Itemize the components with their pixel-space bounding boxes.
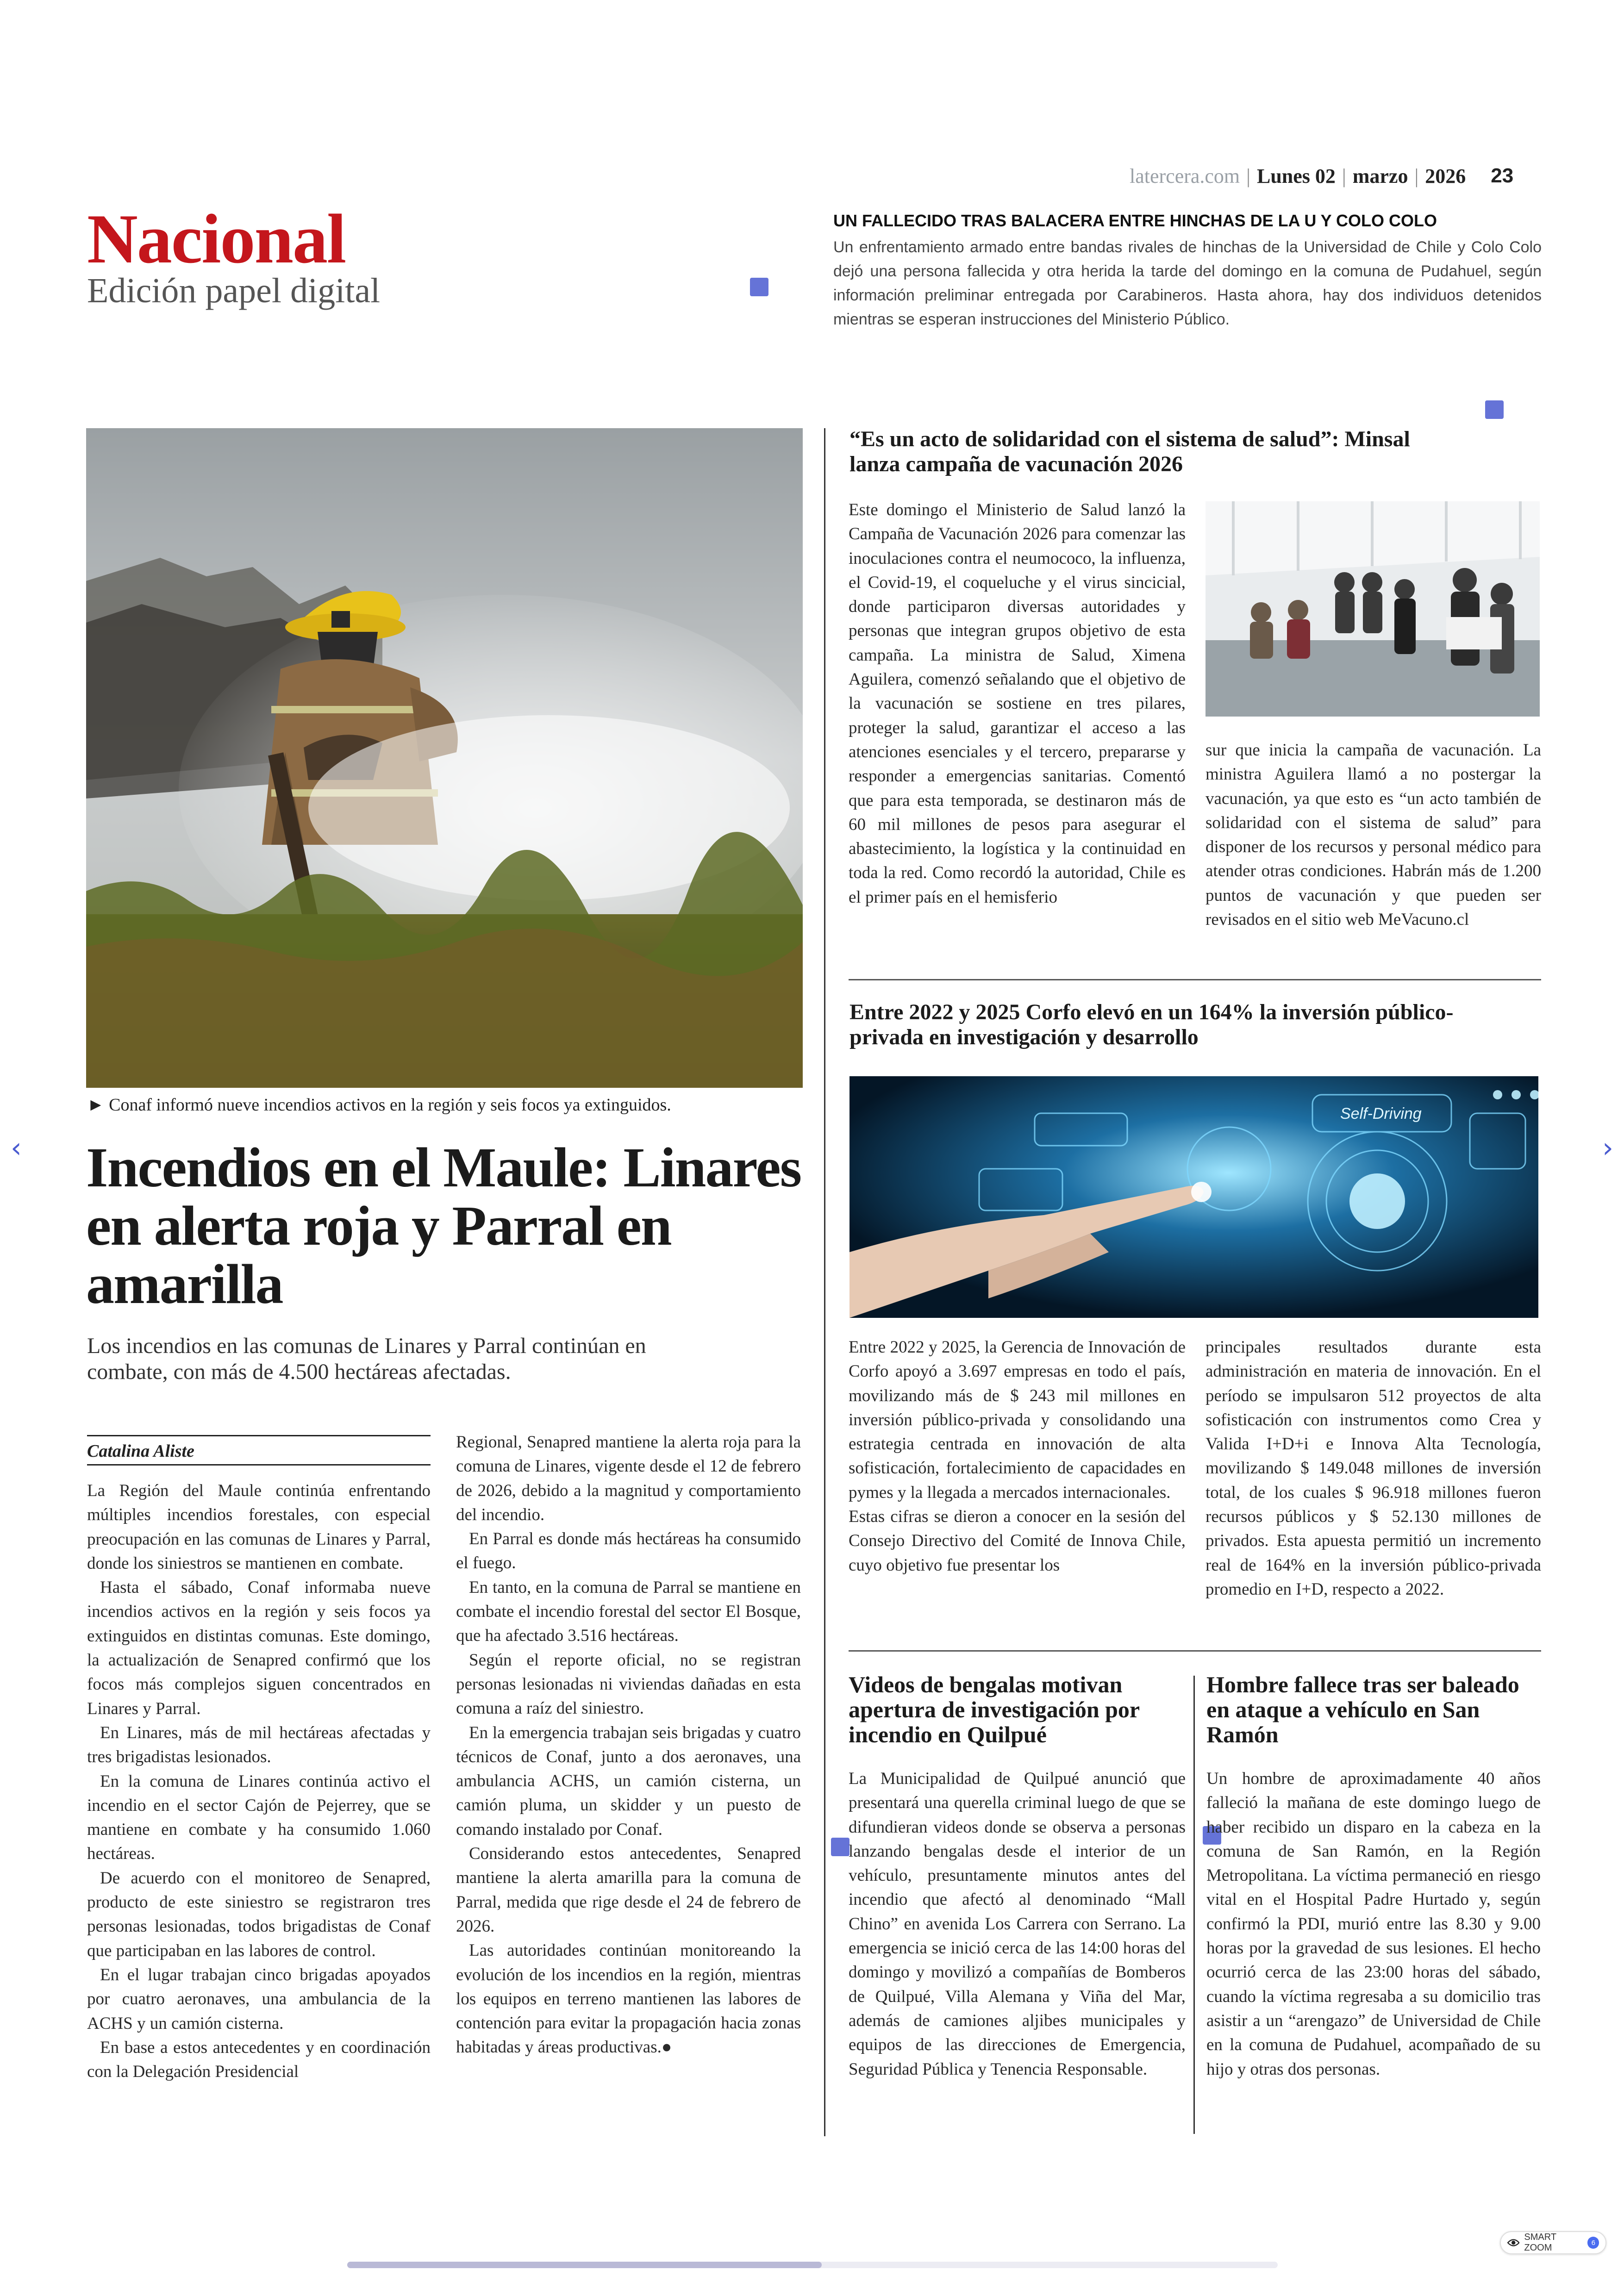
byline: Catalina Aliste bbox=[87, 1435, 431, 1466]
paragraph: En el lugar trabajan cinco brigadas apoyados por cuatro aeronaves, una ambulancia de la ACHS y un camión cisterna. bbox=[87, 1965, 431, 2033]
column-divider bbox=[824, 428, 825, 2136]
innovation-tech-photo bbox=[849, 1076, 1538, 1318]
caption-text: Conaf informó nueve incendios activos en la región y seis focos ya extinguidos. bbox=[109, 1095, 671, 1115]
brief-text: Un enfrentamiento armado entre bandas rivales de hinchas de la Universidad de Chile y Colo Colo dejó una persona fallecida y otra herida la tarde del domingo en la comuna de Pudahuel, según información preliminar entregada por Carabineros. Hasta ahora, hay dos individuos detenidos mientras se esperan instrucciones del Ministerio Público. bbox=[833, 238, 1542, 328]
header-month: marzo bbox=[1352, 164, 1408, 187]
previous-page-arrow-icon[interactable]: ‹ bbox=[11, 1132, 22, 1164]
page-scrollbar-thumb[interactable] bbox=[347, 2262, 822, 2268]
photo-caption bbox=[87, 1095, 809, 1115]
paragraph: Considerando estos antecedentes, Senapred mantiene la alerta amarilla para la comuna de Parral, medida que rige desde el 24 de febrero de 2026. bbox=[456, 1844, 801, 1936]
header-separator: | bbox=[1414, 164, 1419, 187]
section-divider bbox=[849, 979, 1541, 980]
vaccination-event-photo bbox=[1206, 501, 1540, 717]
quilpue-headline: Videos de bengalas motivan apertura de investigación por incendio en Quilpué bbox=[849, 1671, 1140, 1747]
header-separator: | bbox=[1246, 164, 1250, 187]
paragraph: Estas cifras se dieron a conocer en la sesión del Consejo Directivo del Comité de Innova Chile, cuyo objetivo fue presentar los bbox=[849, 1507, 1186, 1575]
vaccination-event-graphic bbox=[1206, 501, 1540, 717]
smart-zoom-label: SMART ZOOM bbox=[1524, 2232, 1556, 2253]
section-title: Nacional bbox=[87, 200, 346, 278]
page-header-bar bbox=[1130, 162, 1574, 190]
paragraph: En la comuna de Linares continúa activo el incendio en el sector Cajón de Pejerrey, que se mantiene en combate y ha consumido 1.060 hectáreas. bbox=[87, 1771, 431, 1864]
minsal-column-2: sur que inicia la campaña de vacunación. La ministra Aguilera llamó a no postergar la vacunación, ya que esto es “un acto también de solidaridad con el sistema de salud” para disponer de los recursos y personal médico para atender otras condiciones. Habrán más de 1.200 puntos de vacunación y que pueden ser revisados en el sitio web MeVacuno.cl bbox=[1206, 741, 1541, 929]
header-day: Lunes 02 bbox=[1256, 164, 1336, 187]
edition-subtitle: Edición papel digital bbox=[87, 271, 381, 310]
corfo-column-1 bbox=[849, 1335, 1186, 1578]
eye-icon bbox=[1507, 2238, 1519, 2247]
corfo-headline: Entre 2022 y 2025 Corfo elevó en un 164% la inversión público-privada en investigación y desarrollo bbox=[849, 1000, 1454, 1049]
minsal-headline: “Es un acto de solidaridad con el sistema de salud”: Minsal lanza campaña de vacunación 2026 bbox=[849, 427, 1410, 476]
main-headline: Incendios en el Maule: Linares en alerta roja y Parral en amarilla bbox=[86, 1136, 801, 1316]
paragraph: En tanto, en la comuna de Parral se mantiene en combate el incendio forestal del sector El Bosque, que ha afectado 3.516 hectáreas. bbox=[456, 1578, 801, 1646]
article-hotspot-marker[interactable] bbox=[750, 278, 768, 296]
paragraph: Regional, Senapred mantiene la alerta roja para la comuna de Linares, vigente desde el 12 de febrero de 2026, debido a la magnitud y comportamiento del incendio. bbox=[456, 1433, 801, 1524]
caption-arrow-icon: ► bbox=[87, 1095, 105, 1115]
paragraph: En Linares, más de mil hectáreas afectadas y tres brigadistas lesionados. bbox=[87, 1723, 431, 1767]
end-mark-icon: ● bbox=[661, 2038, 672, 2057]
article-hotspot-marker[interactable] bbox=[1485, 400, 1504, 419]
paragraph: Hasta el sábado, Conaf informaba nueve incendios activos en la región y seis focos ya extinguidos en distintas comunas. Este domingo, la actualización de Senapred confirmó que los focos más complejos siguen concentrados en Linares y Parral. bbox=[87, 1578, 431, 1718]
page-number: 23 bbox=[1491, 164, 1514, 187]
header-year: 2026 bbox=[1425, 164, 1466, 187]
innovation-tech-graphic bbox=[849, 1076, 1538, 1318]
smart-zoom-button[interactable] bbox=[1500, 2231, 1606, 2254]
sanramon-text: Un hombre de aproximadamente 40 años falleció la mañana de este domingo luego de haber recibido un disparo en la cabeza en la comuna de San Ramón, en la Región Metropolitana. La víctima permaneció en riesgo vital en el Hospital Padre Hurtado y, según confirmó la PDI, murió entre las 8.30 y 9.00 horas por la gravedad de sus lesiones. El hecho ocurrió cerca de las 23:00 horas del sábado, cuando la víctima regresaba a su domicilio tras asistir a un “arengazo” de Universidad de Chile en la comuna de Pudahuel, acompañado de su hijo y otras dos personas. bbox=[1206, 1769, 1541, 2079]
quilpue-text: La Municipalidad de Quilpué anunció que presentará una querella criminal luego de que se difundieran videos donde se observa a personas lanzando bengalas desde el interior de un vehículo, presuntamente minutos antes del incendio que afectó al denominado “Mall Chino” en avenida Los Carrera con Serrano. La emergencia se inició cerca de las 14:00 horas del domingo y movilizó a compañías de Bomberos de Quilpué, Villa Alemana y Viña del Mar, además de camiones aljibes municipales y equipos de las direcciones de Emergencia, Seguridad Pública y Tenencia Responsable. bbox=[849, 1769, 1186, 2079]
firefighter-photo-graphic bbox=[86, 428, 803, 1088]
paragraph: La Región del Maule continúa enfrentando múltiples incendios forestales, con especial preocupación en las comunas de Linares y Parral, donde los siniestros se mantienen en combate. bbox=[87, 1481, 431, 1573]
paragraph: De acuerdo con el monitoreo de Senapred, producto de este siniestro se registraron tres personas lesionadas, todos brigadistas de Conaf que participaban en las labores de control. bbox=[87, 1868, 431, 1960]
header-separator: | bbox=[1342, 164, 1346, 187]
firefighter-photo bbox=[86, 428, 803, 1088]
corfo-column-2: principales resultados durante esta administración en materia de innovación. En el período se impulsaron 512 proyectos de alta sofisticación con instrumentos como Crea y Valida I+D+i e Innova Alta Tecnología, movilizando $ 149.048 millones de inversión total, de los cuales $ 96.918 millones fueron recursos públicos y $ 52.130 millones de privados. Esta apuesta permitió un incremento real de 164% en la inversión público-privada promedio en I+D, respecto a 2022. bbox=[1206, 1338, 1541, 1599]
column-divider bbox=[1193, 1676, 1195, 2134]
maule-column-1 bbox=[87, 1479, 431, 2084]
smart-zoom-badge: 6 bbox=[1587, 2237, 1599, 2249]
sanramon-headline: Hombre fallece tras ser baleado en ataque a vehículo en San Ramón bbox=[1206, 1671, 1519, 1747]
paragraph: Las autoridades continúan monitoreando la evolución de los incendios en la región, mientras los equipos en terreno mantienen las labores de contención para evitar la propagación hacia zonas habitadas y áreas productivas. bbox=[456, 1941, 801, 2057]
paragraph: Entre 2022 y 2025, la Gerencia de Innovación de Corfo apoyó a 3.697 empresas en todo el país, movilizando más de $ 243 mil millones en inversión público-privada y consolidando una estrategia centrada en innovación de alta sofisticación, fortalecimiento de capacidades en pymes y la llegada a mercados internacionales. bbox=[849, 1338, 1186, 1502]
photo-screen-label: Self-Driving bbox=[1340, 1105, 1422, 1123]
paragraph: En base a estos antecedentes y en coordinación con la Delegación Presidencial bbox=[87, 2038, 431, 2082]
paragraph: En la emergencia trabajan seis brigadas y cuatro técnicos de Conaf, junto a dos aeronaves, una ambulancia ACHS, un camión cisterna, un camión pluma, un skidder y un puesto de comando instalado por Conaf. bbox=[456, 1723, 801, 1839]
main-lede: Los incendios en las comunas de Linares y Parral continúan en combate, con más de 4.500 hectáreas afectadas. bbox=[87, 1334, 646, 1384]
maule-column-2 bbox=[456, 1430, 801, 2060]
minsal-column-1: Este domingo el Ministerio de Salud lanzó la Campaña de Vacunación 2026 para comenzar las inoculaciones contra el neumococo, la influenza, el Covid-19, el coqueluche y el virus sincicial, donde participaron diversas autoridades y personas que integran grupos objetivo de esta campaña. La ministra de Salud, Ximena Aguilera, comenzó señalando que el objetivo de la vacunación se sostiene en tres pilares, proteger la salud, garantizar el acceso a las atenciones esenciales y el tercero, prepararse y responder a emergencias sanitarias. Comentó que para esta temporada, se destinaron más de 60 mil millones de pesos para asegurar el abastecimiento, la logística y la continuidad en toda la red. Como recordó la autoridad, Chile es el primer país en el hemisferio bbox=[849, 500, 1186, 907]
brief-headline: UN FALLECIDO TRAS BALACERA ENTRE HINCHAS DE LA U Y COLO COLO bbox=[833, 211, 1437, 230]
article-hotspot-marker[interactable] bbox=[831, 1838, 849, 1856]
paragraph: Según el reporte oficial, no se registran personas lesionadas ni viviendas dañadas en esta comuna a raíz del siniestro. bbox=[456, 1650, 801, 1718]
section-divider bbox=[849, 1650, 1541, 1652]
site-name[interactable]: latercera.com bbox=[1130, 164, 1240, 187]
next-page-arrow-icon[interactable]: › bbox=[1602, 1132, 1613, 1164]
paragraph: En Parral es donde más hectáreas ha consumido el fuego. bbox=[456, 1529, 801, 1573]
